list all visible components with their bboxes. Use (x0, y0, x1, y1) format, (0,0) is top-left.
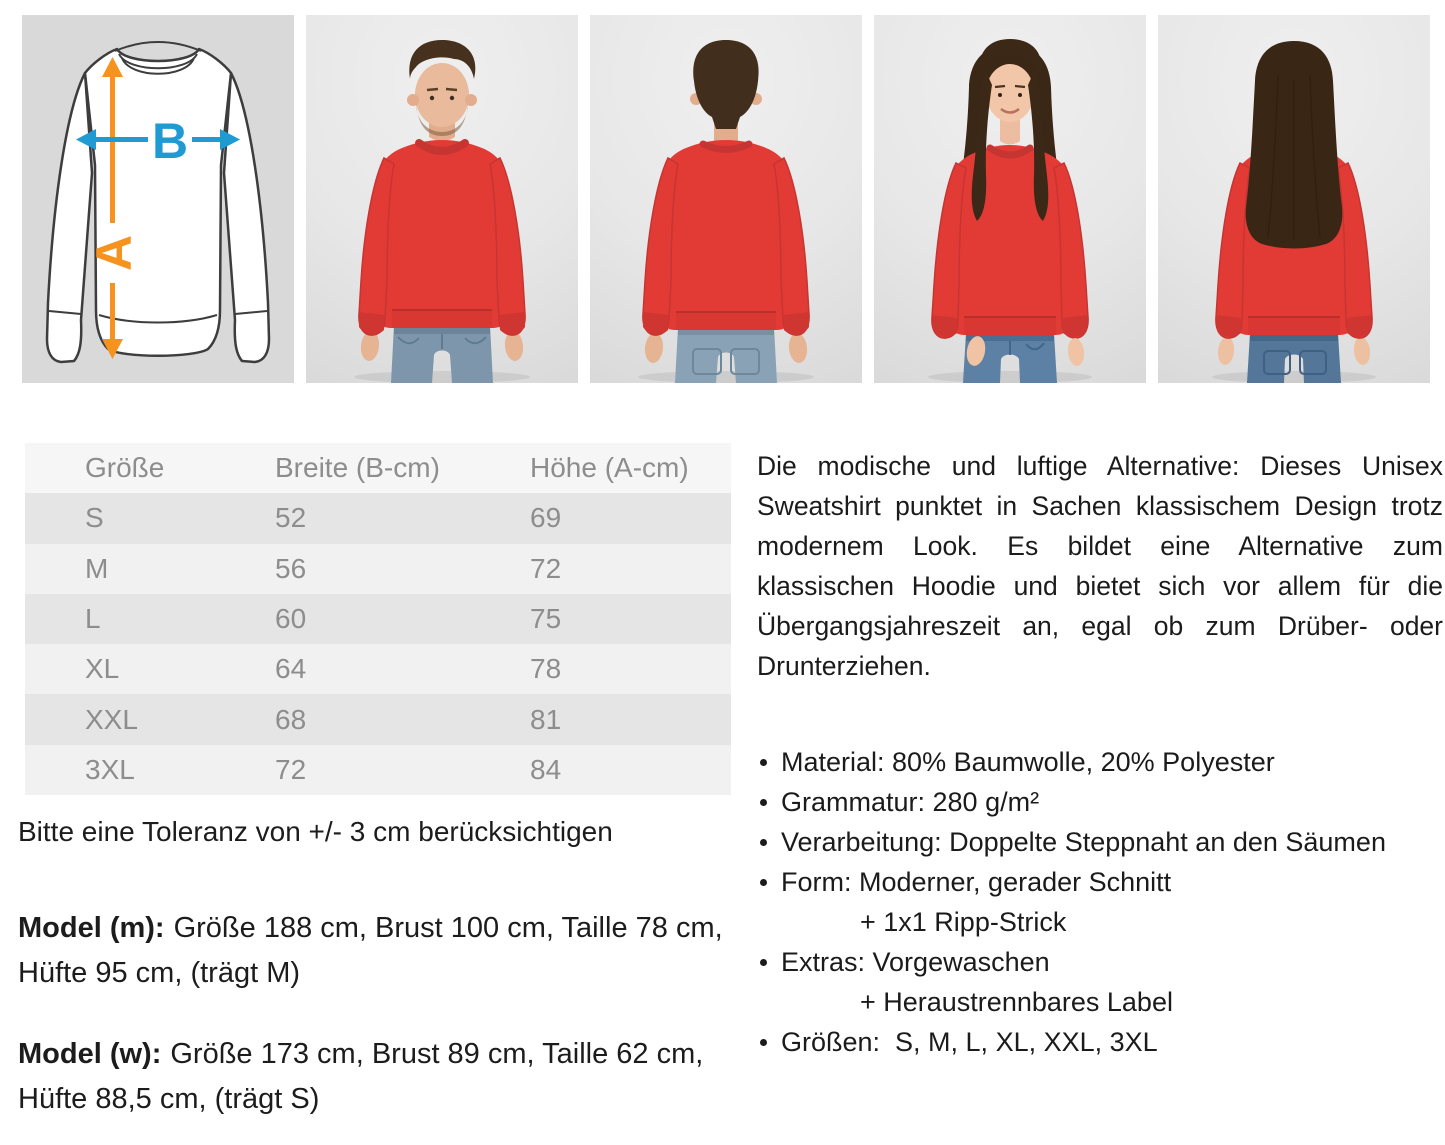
female-hair-back (1246, 41, 1343, 249)
height-cell: 69 (530, 502, 562, 534)
height-cell: 78 (530, 653, 562, 685)
feature-item-extras: Extras: Vorgewaschen (757, 942, 1443, 982)
width-cell: 64 (275, 653, 307, 685)
product-gallery (22, 15, 1430, 383)
model-male-measurements (18, 906, 724, 996)
table-row (25, 594, 731, 644)
sweatshirt-diagram (22, 15, 294, 383)
feature-list (757, 742, 1443, 1062)
table-row (25, 694, 731, 744)
size-cell: S (85, 502, 104, 534)
column-header-size: Größe (85, 452, 165, 484)
width-cell: 72 (275, 753, 307, 785)
male-head (407, 40, 477, 136)
male-back-figure (590, 15, 862, 383)
table-row (25, 745, 731, 795)
size-table-header (25, 443, 731, 493)
male-front-figure (306, 15, 578, 383)
model-male-back-photo (590, 15, 862, 383)
height-cell: 84 (530, 753, 562, 785)
column-header-height: Höhe (A-cm) (530, 452, 689, 484)
male-head-back (690, 40, 762, 129)
model-female-measurements (18, 1032, 724, 1122)
column-header-width: Breite (B-cm) (275, 452, 440, 484)
width-cell: 52 (275, 502, 307, 534)
height-cell: 75 (530, 603, 562, 635)
table-row (25, 644, 731, 694)
sweatshirt-front (359, 140, 525, 335)
model-female-front-photo (874, 15, 1146, 383)
height-cell: 81 (530, 703, 562, 735)
female-back-figure (1158, 15, 1430, 383)
feature-item-verarbeitung: Verarbeitung: Doppelte Steppnaht an den Säumen (757, 822, 1443, 862)
sweatshirt-outline (47, 49, 269, 362)
female-front-figure (874, 15, 1146, 383)
feature-item-ripp-strick: + 1x1 Ripp-Strick (860, 907, 1067, 937)
model-male-label: Model (m): (18, 912, 165, 944)
feature-item-grammatur: Grammatur: 280 g/m² (757, 782, 1443, 822)
sweatshirt-front-female (932, 145, 1088, 338)
model-female-label: Model (w): (18, 1038, 162, 1070)
width-cell: 60 (275, 603, 307, 635)
feature-item-label: + Heraustrennbares Label (860, 987, 1173, 1017)
size-cell: L (85, 603, 101, 635)
height-cell: 72 (530, 552, 562, 584)
tolerance-note: Bitte eine Toleranz von +/- 3 cm berücksichtigen (18, 816, 613, 847)
width-cell: 56 (275, 552, 307, 584)
model-female-back-photo (1158, 15, 1430, 383)
size-cell: XXL (85, 703, 138, 735)
size-cell: 3XL (85, 753, 135, 785)
feature-item-form: Form: Moderner, gerader Schnitt (757, 862, 1443, 902)
table-row (25, 493, 731, 543)
width-cell: 68 (275, 703, 307, 735)
sweatshirt-back (643, 140, 809, 335)
model-female-text: Größe 173 cm, Brust 89 cm, Taille 62 cm, Hüfte 88,5 cm, (trägt S) (18, 1038, 704, 1115)
size-table (25, 443, 731, 795)
width-arrow-label: B (151, 113, 189, 169)
size-diagram-image (22, 15, 294, 383)
feature-item-material: Material: 80% Baumwolle, 20% Polyester (757, 742, 1443, 782)
model-male-front-photo (306, 15, 578, 383)
table-row (25, 544, 731, 594)
size-cell: XL (85, 653, 120, 685)
feature-item-groessen: Größen: S, M, L, XL, XXL, 3XL (757, 1022, 1443, 1062)
height-arrow-label: A (86, 234, 142, 272)
product-description: Die modische und luftige Alternative: Dieses Unisex Sweatshirt punktet in Sachen klassischem Design trotz modernem Look. Es bildet eine Alternative zum klassischen Hoodie und bietet sich vor allem für die Übergangsjahreszeit an, egal ob zum Drüber- oder Drunterziehen. (757, 451, 1443, 681)
size-cell: M (85, 552, 109, 584)
model-male-text: Größe 188 cm, Brust 100 cm, Taille 78 cm, Hüfte 95 cm, (trägt M) (18, 912, 723, 989)
